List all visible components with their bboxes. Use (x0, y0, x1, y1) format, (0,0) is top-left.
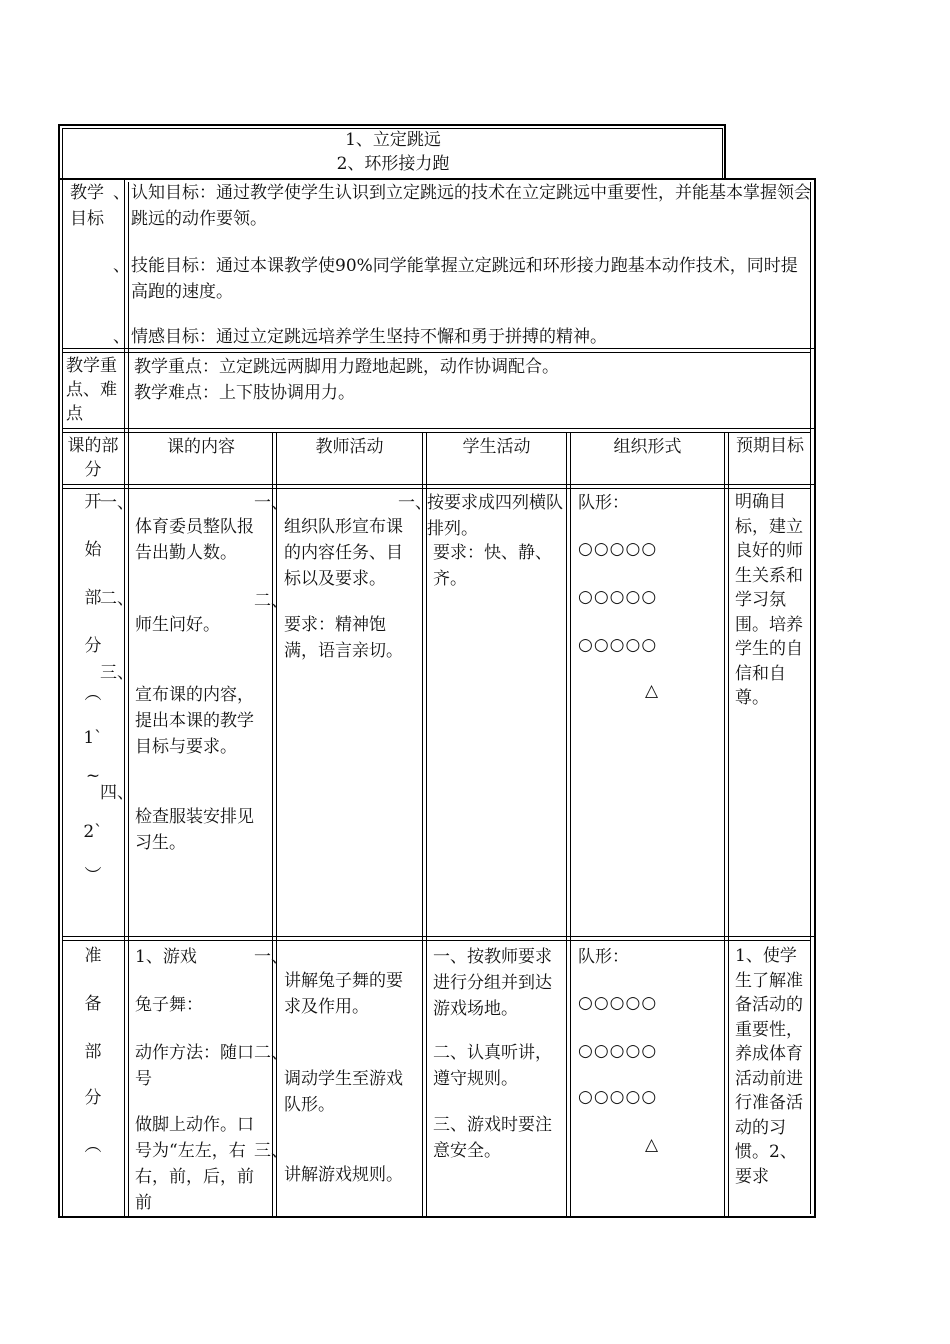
preparation-content-4: 做脚上动作。口号为“左左，右右，前，后，前前 (135, 1115, 254, 1213)
header-content: 课的内容 (167, 437, 235, 457)
objective-marker: 、 (113, 183, 130, 203)
preparation-student-1: 一、按教师要求进行分组并到达游戏场地。 (433, 947, 552, 1019)
border (422, 432, 423, 1216)
objectives-label: 教学目标 (70, 183, 104, 229)
opening-teacher-1: 组织队形宣布课的内容任务、目标以及要求。 (284, 517, 403, 589)
preparation-teacher-1: 讲解兔子舞的要求及作用。 (284, 971, 403, 1017)
title-line-1: 1、立定跳远 (345, 130, 441, 150)
part-char: 部 (84, 1042, 102, 1062)
formation-row: ○○○○○ (578, 539, 658, 559)
formation-row: ○○○○○ (578, 1041, 658, 1061)
border (62, 936, 816, 937)
border (814, 178, 816, 1218)
formation-label: 队形： (578, 493, 629, 513)
part-char: 备 (84, 994, 102, 1014)
preparation-content-1: 1、游戏 (135, 947, 197, 967)
opening-student-1: 按要求成四列横队排列。 (427, 493, 563, 539)
border (62, 128, 63, 1218)
item-marker: 二、 (254, 591, 288, 611)
border (272, 432, 273, 1216)
header-organization: 组织形式 (613, 437, 682, 457)
border (276, 432, 277, 1216)
header-teacher: 教师活动 (315, 437, 384, 457)
border (724, 124, 726, 180)
opening-content-1: 体育委员整队报告出勤人数。 (135, 517, 254, 563)
opening-teacher-2: 要求：精神饱满，语言亲切。 (284, 615, 403, 661)
item-marker: 三、 (254, 1141, 288, 1161)
part-char: 部 (84, 588, 102, 608)
part-char: ︵ (84, 684, 102, 704)
preparation-student-2: 二、认真听讲，遵守规则。 (433, 1043, 552, 1089)
part-char: 开 (84, 492, 102, 512)
objective-marker: 、 (113, 327, 130, 347)
preparation-teacher-2: 调动学生至游戏队形。 (284, 1069, 403, 1115)
cognitive-objective: 认知目标：通过教学使学生认识到立定跳远的技术在立定跳远中重要性，并能基本掌握领会跳远的动作要领。 (131, 183, 811, 229)
header-student: 学生活动 (462, 437, 531, 457)
item-marker: 二、 (254, 1043, 288, 1063)
part-char: ~ (85, 766, 101, 786)
preparation-content-2: 兔子舞： (135, 995, 203, 1015)
border (728, 432, 729, 1216)
item-marker: 一、 (100, 493, 134, 513)
part-char: 分 (84, 636, 102, 656)
part-char: 准 (84, 946, 102, 966)
border (62, 940, 811, 941)
teacher-mark-icon: △ (645, 681, 659, 701)
part-char: 始 (84, 540, 102, 560)
header-part: 课的部分 (67, 436, 119, 480)
part-char: 2` (83, 822, 103, 842)
skill-objective: 技能目标：通过本课教学使90%同学能掌握立定跳远和环形接力跑基本动作技术，同时提高跑的速度。 (131, 256, 798, 302)
title-line-2: 2、环形接力跑 (336, 154, 450, 174)
border (58, 124, 726, 126)
border (128, 432, 129, 1216)
difficulty-point: 教学难点：上下肢协调用力。 (134, 383, 355, 403)
opening-content-2: 师生问好。 (135, 615, 220, 635)
border (62, 484, 816, 485)
opening-content-4: 检查服装安排见习生。 (135, 807, 254, 853)
emotion-objective: 情感目标：通过立定跳远培养学生坚持不懈和勇于拼搏的精神。 (131, 327, 607, 347)
preparation-content-3: 动作方法：随口号 (135, 1043, 254, 1089)
border (426, 432, 427, 1216)
formation-label: 队形： (578, 947, 629, 967)
item-marker: 一、 (398, 493, 432, 513)
formation-row: ○○○○○ (578, 1087, 658, 1107)
preparation-student-3: 三、游戏时要注意安全。 (433, 1115, 552, 1161)
item-marker: 四、 (100, 783, 134, 803)
border (58, 1216, 816, 1218)
border (566, 432, 567, 1216)
border (62, 488, 811, 489)
formation-row: ○○○○○ (578, 993, 658, 1013)
border (724, 432, 725, 1216)
formation-row: ○○○○○ (578, 635, 658, 655)
item-marker: 三、 (100, 663, 134, 683)
opening-content-3: 宣布课的内容，提出本课的教学目标与要求。 (135, 685, 254, 757)
key-point: 教学重点：立定跳远两脚用力蹬地起跳，动作协调配合。 (134, 357, 559, 377)
header-goal: 预期目标 (736, 436, 804, 456)
part-char: 1` (83, 728, 103, 748)
preparation-goal: 1、使学生了解准备活动的重要性，养成体育活动前进行准备活动的习惯。2、要求 (735, 946, 803, 1187)
opening-student-2: 要求：快、静、齐。 (433, 543, 552, 589)
border (58, 124, 60, 1218)
border (62, 432, 811, 433)
preparation-teacher-3: 讲解游戏规则。 (284, 1165, 403, 1185)
part-char: ︵ (84, 1136, 102, 1156)
border (62, 428, 816, 429)
teacher-mark-icon: △ (645, 1135, 659, 1155)
objective-marker: 、 (113, 256, 130, 276)
part-char: ︶ (84, 866, 102, 886)
part-char: 分 (84, 1088, 102, 1108)
item-marker: 一、 (254, 947, 288, 967)
border (62, 352, 811, 353)
item-marker: 二、 (100, 589, 134, 609)
item-marker: 一、 (254, 493, 288, 513)
opening-goal: 明确目标，建立良好的师生关系和学习氛围。培养学生的自信和自尊。 (735, 492, 803, 708)
border (128, 182, 129, 432)
key-points-label: 教学重点、难点 (66, 356, 117, 424)
border (570, 432, 571, 1216)
formation-row: ○○○○○ (578, 587, 658, 607)
